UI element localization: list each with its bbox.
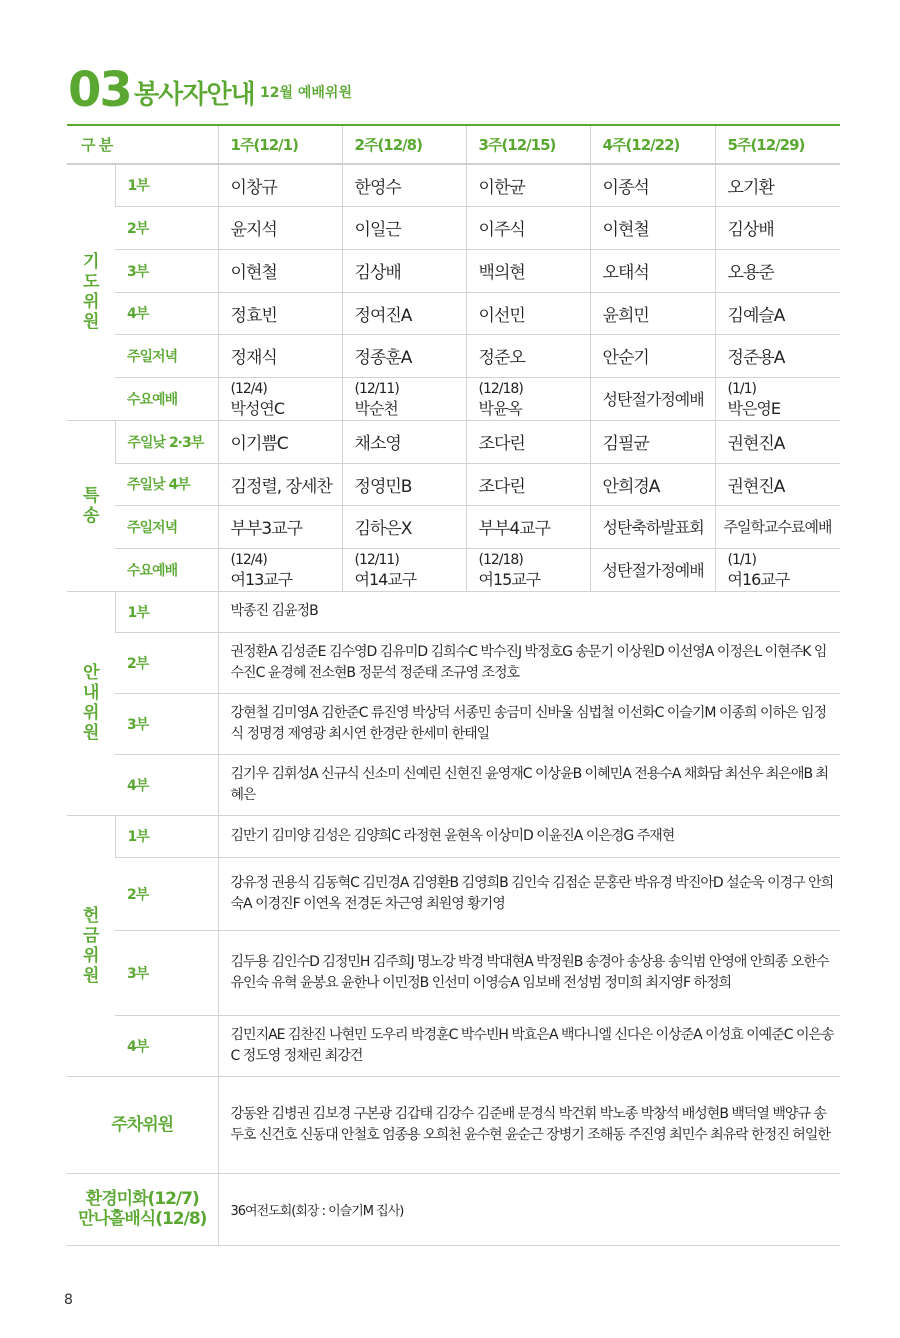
table-header-row <box>67 125 840 164</box>
row-label: 2부 <box>115 632 218 693</box>
table-cell <box>715 377 840 420</box>
row-label: 3부 <box>115 930 218 1015</box>
col-header-category: 구 분 <box>67 125 218 164</box>
table-cell: 부부3교구 <box>218 505 342 548</box>
table-cell: 성탄절가정예배 <box>590 548 715 591</box>
names-cell: 박종진 김윤정B <box>218 591 840 632</box>
table-row <box>67 548 840 591</box>
row-label: 2부 <box>115 857 218 930</box>
table-cell <box>218 548 342 591</box>
table-cell: 이선민 <box>466 292 590 334</box>
group-label-text: 특 송 <box>83 485 99 526</box>
table-row <box>67 206 840 249</box>
table-row <box>67 1015 840 1076</box>
table-row <box>67 1076 840 1173</box>
table-row <box>67 930 840 1015</box>
group-label-environment <box>67 1173 218 1245</box>
names-cell: 강동완 김병권 김보경 구본광 김갑태 김강수 김준배 문경식 박건휘 박노종 박창석 배성현B 백덕열 백양규 송두호 신건호 신동대 안철호 엄종용 오희천 윤수현 윤순근 장병기 조해동 주진영 최민수 최유락 한정진 허일한 <box>218 1076 840 1173</box>
table-row <box>67 334 840 377</box>
table-cell: 오용준 <box>715 249 840 292</box>
cell-date: (12/4) <box>230 380 267 397</box>
table-cell: 성탄축하발표회 <box>590 505 715 548</box>
table-row <box>67 505 840 548</box>
col-header-week4: 4주(12/22) <box>590 125 715 164</box>
environment-label-1: 환경미화(12/7) <box>85 1189 199 1209</box>
row-label: 주일낮 4부 <box>115 463 218 505</box>
table-cell: 윤희민 <box>590 292 715 334</box>
group-label-parking: 주차위원 <box>67 1076 218 1173</box>
cell-name: 여13교구 <box>230 569 293 589</box>
row-label: 주일저녁 <box>115 334 218 377</box>
table-cell: 조다린 <box>466 463 590 505</box>
table-row <box>67 249 840 292</box>
table-cell: 정여진A <box>342 292 466 334</box>
table-cell <box>342 548 466 591</box>
section-title: 봉사자안내 <box>134 80 255 110</box>
table-row <box>67 591 840 632</box>
row-label: 1부 <box>115 815 218 857</box>
table-row <box>67 1173 840 1245</box>
group-label-guide <box>67 591 115 815</box>
volunteer-table <box>67 124 840 1246</box>
table-cell: 이현철 <box>590 206 715 249</box>
row-label: 1부 <box>115 591 218 632</box>
cell-date: (12/18) <box>478 551 523 568</box>
table-cell: 정준용A <box>715 334 840 377</box>
table-cell: 김예슬A <box>715 292 840 334</box>
table-row <box>67 815 840 857</box>
cell-name: 박성연C <box>230 398 285 418</box>
cell-name: 박윤옥 <box>478 398 522 418</box>
table-cell: 부부4교구 <box>466 505 590 548</box>
table-cell: 김하은X <box>342 505 466 548</box>
names-cell: 김두용 김인수D 김정민H 김주희J 명노강 박경 박대현A 박정원B 송경아 송상용 송익범 안영애 안희종 오한수 유인숙 유혁 윤봉요 윤한나 이민정B 인선미 이영승A 임보배 전성범 정미희 최지영F 하정희 <box>218 930 840 1015</box>
table-cell: 조다린 <box>466 420 590 463</box>
col-header-week2: 2주(12/8) <box>342 125 466 164</box>
table-cell: 한영수 <box>342 164 466 206</box>
cell-date: (12/11) <box>354 551 399 568</box>
row-label: 주일저녁 <box>115 505 218 548</box>
table-cell: 오기환 <box>715 164 840 206</box>
table-cell: 이일근 <box>342 206 466 249</box>
names-cell: 김민지AE 김찬진 나현민 도우리 박경훈C 박수빈H 박효은A 백다니엘 신다은 이상준A 이성효 이예준C 이은송C 정도영 정채린 최강건 <box>218 1015 840 1076</box>
col-header-week3: 3주(12/15) <box>466 125 590 164</box>
row-label: 4부 <box>115 754 218 815</box>
table-cell <box>218 377 342 420</box>
table-cell: 김정렬, 장세찬 <box>218 463 342 505</box>
row-label: 4부 <box>115 1015 218 1076</box>
group-label-text: 헌 금 위 원 <box>83 905 99 986</box>
table-cell <box>715 548 840 591</box>
names-cell: 강유정 권용식 김동혁C 김민경A 김영환B 김영희B 김인숙 김점순 문홍란 박유경 박진아D 설순욱 이경구 안희숙A 이경진F 이연옥 전경돈 차근영 최원영 황기영 <box>218 857 840 930</box>
cell-date: (12/4) <box>230 551 267 568</box>
row-label: 수요예배 <box>115 377 218 420</box>
page-number: 8 <box>64 1292 73 1308</box>
table-row <box>67 292 840 334</box>
cell-name: 여15교구 <box>478 569 541 589</box>
table-cell: 김상배 <box>342 249 466 292</box>
row-label: 주일낮 2·3부 <box>115 420 218 463</box>
names-cell: 강현철 김미영A 김한준C 류진영 박상덕 서종민 송금미 신바울 심법철 이선화C 이슬기M 이종희 이하은 임정식 정명경 제영광 최시연 한경란 한세미 한태일 <box>218 693 840 754</box>
table-cell: 이주식 <box>466 206 590 249</box>
row-label: 4부 <box>115 292 218 334</box>
table-cell: 정효빈 <box>218 292 342 334</box>
table-cell: 이현철 <box>218 249 342 292</box>
table-cell: 권현진A <box>715 463 840 505</box>
section-subtitle: 12월 예배위원 <box>260 85 352 101</box>
group-label-special <box>67 420 115 591</box>
table-cell: 정종훈A <box>342 334 466 377</box>
group-label-offering <box>67 815 115 1076</box>
names-cell: 김만기 김미양 김성은 김양희C 라정현 윤현옥 이상미D 이윤진A 이은경G 주재현 <box>218 815 840 857</box>
table-cell: 백의현 <box>466 249 590 292</box>
names-cell: 권정환A 김성준E 김수영D 김유미D 김희수C 박수진J 박정호G 송문기 이상원D 이선영A 이정은L 이현주K 임수진C 윤경혜 전소현B 정문석 정준태 조규영 조정호 <box>218 632 840 693</box>
names-cell: 36여전도회(회장 : 이슬기M 집사) <box>218 1173 840 1245</box>
table-row <box>67 693 840 754</box>
names-cell: 김기우 김휘성A 신규식 신소미 신예린 신현진 윤영재C 이상윤B 이혜민A 전용수A 채화담 최선우 최은애B 최혜은 <box>218 754 840 815</box>
cell-name: 여14교구 <box>354 569 417 589</box>
col-header-week1: 1주(12/1) <box>218 125 342 164</box>
row-label: 수요예배 <box>115 548 218 591</box>
table-cell <box>342 377 466 420</box>
row-label: 3부 <box>115 249 218 292</box>
table-cell: 정영민B <box>342 463 466 505</box>
cell-date: (12/18) <box>478 380 523 397</box>
table-cell: 김상배 <box>715 206 840 249</box>
group-label-prayer <box>67 164 115 420</box>
group-label-text: 기 도 위 원 <box>83 252 99 333</box>
table-row <box>67 754 840 815</box>
table-cell: 안희경A <box>590 463 715 505</box>
environment-label-2: 만나홀배식(12/8) <box>78 1209 207 1229</box>
table-cell: 이기쁨C <box>218 420 342 463</box>
group-label-text: 안 내 위 원 <box>83 663 99 743</box>
table-cell: 김필균 <box>590 420 715 463</box>
table-cell: 성탄절가정예배 <box>590 377 715 420</box>
table-cell: 윤지석 <box>218 206 342 249</box>
table-cell: 정준오 <box>466 334 590 377</box>
table-cell <box>466 548 590 591</box>
table-cell: 주일학교수료예배 <box>715 505 840 548</box>
table-cell: 이한균 <box>466 164 590 206</box>
cell-date: (1/1) <box>727 380 756 397</box>
table-cell: 권현진A <box>715 420 840 463</box>
table-row <box>67 164 840 206</box>
table-cell <box>466 377 590 420</box>
cell-date: (1/1) <box>727 551 756 568</box>
row-label: 2부 <box>115 206 218 249</box>
table-row <box>67 420 840 463</box>
table-cell: 정재식 <box>218 334 342 377</box>
table-cell: 이종석 <box>590 164 715 206</box>
table-row <box>67 632 840 693</box>
table-cell: 안순기 <box>590 334 715 377</box>
table-row <box>67 463 840 505</box>
row-label: 1부 <box>115 164 218 206</box>
cell-name: 박은영E <box>727 398 780 418</box>
col-header-week5: 5주(12/29) <box>715 125 840 164</box>
cell-name: 박순천 <box>354 398 398 418</box>
table-cell: 오태석 <box>590 249 715 292</box>
row-label: 3부 <box>115 693 218 754</box>
cell-date: (12/11) <box>354 380 399 397</box>
table-cell: 채소영 <box>342 420 466 463</box>
table-row <box>67 857 840 930</box>
table-row <box>67 377 840 420</box>
cell-name: 여16교구 <box>727 569 790 589</box>
section-number: 03 <box>68 62 131 118</box>
table-cell: 이창규 <box>218 164 342 206</box>
